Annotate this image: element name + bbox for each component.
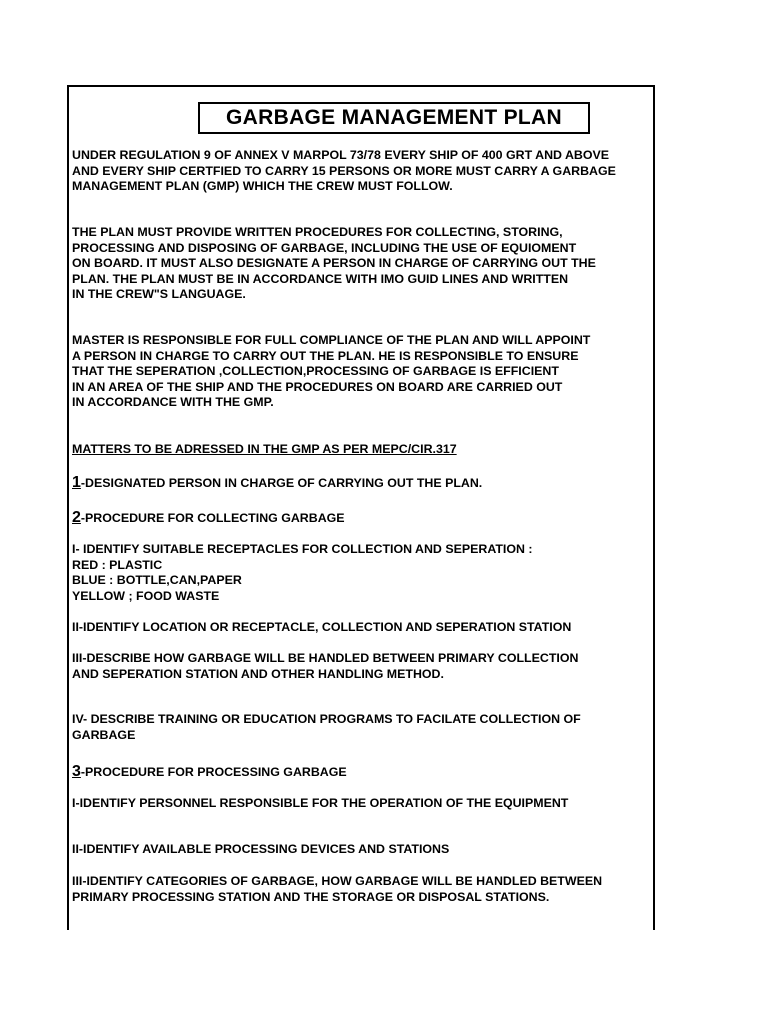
item-2-sub-i (72, 542, 533, 604)
item-text: -PROCEDURE FOR COLLECTING GARBAGE (80, 511, 345, 525)
title-box (198, 102, 590, 134)
sub-item-line: II-IDENTIFY LOCATION OR RECEPTACLE, COLLECTION AND SEPERATION STATION (72, 620, 572, 634)
sub-item-line: III-IDENTIFY CATEGORIES OF GARBAGE, HOW GARBAGE WILL BE HANDLED BETWEEN (72, 874, 603, 888)
item-number: 3 (72, 763, 81, 780)
sub-item-line: IV- DESCRIBE TRAINING OR EDUCATION PROGRAMS TO FACILATE COLLECTION OF (72, 712, 581, 726)
item-number: 1 (72, 474, 81, 491)
paragraph-line: IN ACCORDANCE WITH THE GMP. (72, 395, 274, 409)
item-text: -PROCEDURE FOR PROCESSING GARBAGE (80, 765, 347, 779)
section-heading: MATTERS TO BE ADRESSED IN THE GMP AS PER MEPC/CIR.317 (72, 442, 457, 456)
item-3 (72, 764, 347, 780)
item-3-sub-i (72, 796, 568, 812)
intro-paragraph (72, 148, 616, 195)
paragraph-line: MASTER IS RESPONSIBLE FOR FULL COMPLIANCE OF THE PLAN AND WILL APPOINT (72, 333, 591, 347)
paragraph-line: IN AN AREA OF THE SHIP AND THE PROCEDURES ON BOARD ARE CARRIED OUT (72, 379, 563, 394)
item-2-sub-ii (72, 620, 571, 636)
sub-item-line: III-DESCRIBE HOW GARBAGE WILL BE HANDLED BETWEEN PRIMARY COLLECTION (72, 651, 579, 665)
paragraph-line: AND EVERY SHIP CERTFIED TO CARRY 15 PERSONS OR MORE MUST CARRY A GARBAGE (72, 163, 616, 178)
master-responsibility-paragraph (72, 333, 590, 411)
sub-item-line: GARBAGE (72, 727, 136, 742)
matters-heading (72, 442, 457, 458)
item-3-sub-iii (72, 874, 602, 905)
item-text: -DESIGNATED PERSON IN CHARGE OF CARRYING OUT THE PLAN. (80, 476, 483, 490)
paragraph-line: ON BOARD. IT MUST ALSO DESIGNATE A PERSON IN CHARGE OF CARRYING OUT THE (72, 256, 596, 270)
paragraph-line: PLAN. THE PLAN MUST BE IN ACCORDANCE WITH IMO GUID LINES AND WRITTEN (72, 271, 569, 286)
sub-item-line: I- IDENTIFY SUITABLE RECEPTACLES FOR COLLECTION AND SEPERATION : (72, 542, 533, 556)
item-2 (72, 510, 345, 526)
paragraph-line: A PERSON IN CHARGE TO CARRY OUT THE PLAN. HE IS RESPONSIBLE TO ENSURE (72, 348, 579, 363)
page-title: GARBAGE MANAGEMENT PLAN (226, 106, 562, 129)
sub-item-line: AND SEPERATION STATION AND OTHER HANDLING METHOD. (72, 666, 444, 681)
paragraph-line: PROCESSING AND DISPOSING OF GARBAGE, INCLUDING THE USE OF EQUIOMENT (72, 240, 577, 255)
paragraph-line: THE PLAN MUST PROVIDE WRITTEN PROCEDURES FOR COLLECTING, STORING, (72, 225, 563, 239)
paragraph-line: IN THE CREW"S LANGUAGE. (72, 287, 246, 301)
sub-item-line: PRIMARY PROCESSING STATION AND THE STORAGE OR DISPOSAL STATIONS. (72, 889, 550, 904)
sub-item-line: I-IDENTIFY PERSONNEL RESPONSIBLE FOR THE OPERATION OF THE EQUIPMENT (72, 796, 569, 810)
receptacle-blue: BLUE : BOTTLE,CAN,PAPER (72, 573, 242, 587)
paragraph-line: THAT THE SEPERATION ,COLLECTION,PROCESSING OF GARBAGE IS EFFICIENT (72, 364, 559, 378)
paragraph-line: MANAGEMENT PLAN (GMP) WHICH THE CREW MUST FOLLOW. (72, 179, 453, 193)
sub-item-line: II-IDENTIFY AVAILABLE PROCESSING DEVICES AND STATIONS (72, 842, 450, 856)
plan-requirements-paragraph (72, 225, 596, 303)
receptacle-red: RED : PLASTIC (72, 557, 163, 572)
item-number: 2 (72, 509, 81, 526)
paragraph-line: UNDER REGULATION 9 OF ANNEX V MARPOL 73/78 EVERY SHIP OF 400 GRT AND ABOVE (72, 148, 610, 162)
item-2-sub-iii (72, 651, 578, 682)
item-2-sub-iv (72, 712, 581, 743)
item-3-sub-ii (72, 842, 449, 858)
receptacle-yellow: YELLOW ; FOOD WASTE (72, 588, 220, 603)
item-1 (72, 475, 482, 491)
